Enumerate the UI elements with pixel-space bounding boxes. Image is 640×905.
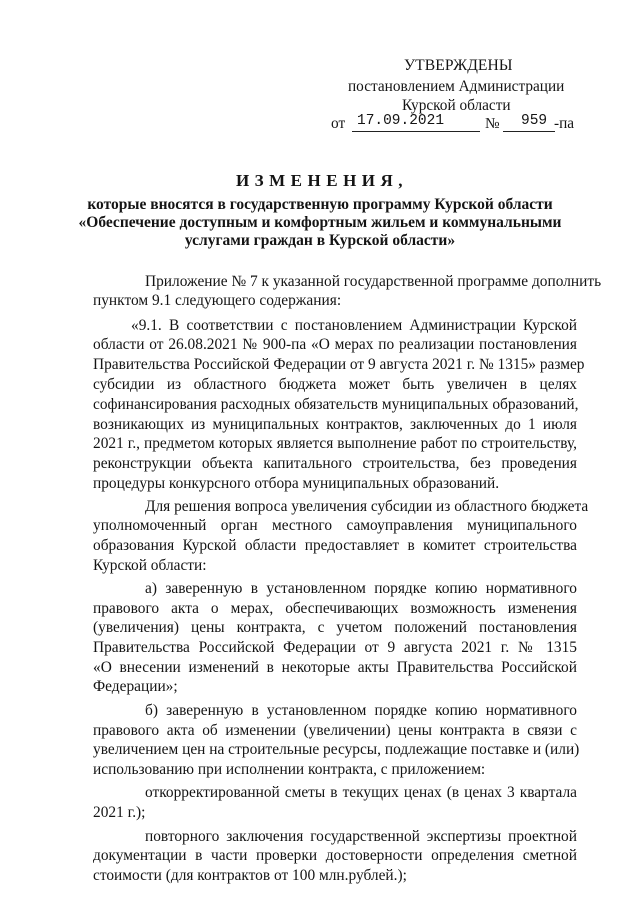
approval-issuer: постановлением Администрации bbox=[348, 78, 565, 95]
body-line: (увеличения) цены контракта, с учетом положений постановления bbox=[93, 619, 577, 636]
document-subtitle-line: которые вносятся в государственную программу Курской области bbox=[87, 196, 553, 213]
body-line: «9.1. В соответствии с постановлением Администрации Курской bbox=[131, 317, 577, 334]
body-line: Правительства Российской Федерации от 9 августа 2021 г. № 1315» размер bbox=[93, 356, 585, 373]
document-subtitle-line: услугами граждан в Курской области» bbox=[184, 232, 456, 249]
body-line: правового акта об изменении (увеличении) цены контракта в связи с bbox=[93, 722, 577, 739]
body-line: реконструкции объекта капитального строительства, без проведения bbox=[93, 455, 577, 472]
approval-number: 959 bbox=[521, 113, 548, 129]
body-line: Приложение № 7 к указанной государственной программе дополнить bbox=[145, 273, 602, 290]
approval-region: Курской области bbox=[402, 97, 511, 114]
date-underline bbox=[352, 131, 480, 132]
body-line: б) заверенную в установленном порядке копию нормативного bbox=[145, 702, 577, 719]
body-line: откорректированной сметы в текущих ценах (в ценах 3 квартала bbox=[145, 784, 577, 801]
body-line: субсидии из областного бюджета может быть увеличен в целях bbox=[93, 376, 577, 393]
body-line: образования Курской области предоставляет в комитет строительства bbox=[93, 537, 577, 554]
document-heading: ИЗМЕНЕНИЯ, bbox=[235, 171, 409, 190]
body-line: а) заверенную в установленном порядке копию нормативного bbox=[145, 580, 577, 597]
body-line: 2021 г.); bbox=[93, 804, 146, 821]
body-line: правового акта о мерах, обеспечивающих возможность изменения bbox=[93, 600, 577, 617]
body-line: софинансирования расходных обязательств муниципальных образований, bbox=[93, 396, 579, 413]
body-line: Федерации»; bbox=[93, 678, 178, 695]
body-line: Курской области: bbox=[93, 557, 207, 574]
approval-number-suffix: -па bbox=[554, 115, 575, 132]
body-line: Для решения вопроса увеличения субсидии из областного бюджета bbox=[145, 498, 589, 515]
body-line: повторного заключения государственной экспертизы проектной bbox=[145, 828, 577, 845]
document-subtitle-line: «Обеспечение доступным и комфортным жильем и коммунальными bbox=[78, 214, 562, 231]
approval-date: 17.09.2021 bbox=[357, 113, 445, 129]
approval-number-label: № bbox=[485, 115, 500, 132]
body-line: процедуры конкурсного отбора муниципальных образований. bbox=[93, 475, 500, 492]
body-line: 2021 г., предметом которых является выполнение работ по строительству, bbox=[93, 435, 577, 452]
body-line: области от 26.08.2021 № 900-па «О мерах по реализации постановления bbox=[93, 336, 577, 353]
body-line: стоимости (для контрактов от 100 млн.рублей.); bbox=[93, 867, 407, 884]
body-line: «О внесении изменений в некоторые акты Правительства Российской bbox=[93, 659, 577, 676]
body-line: пунктом 9.1 следующего содержания: bbox=[93, 292, 342, 309]
body-line: возникающих из муниципальных контрактов, заключенных до 1 июля bbox=[93, 416, 577, 433]
approval-title: УТВЕРЖДЕНЫ bbox=[404, 57, 513, 74]
number-underline bbox=[503, 131, 555, 132]
body-line: уполномоченный орган местного самоуправления муниципального bbox=[93, 517, 577, 534]
approval-block bbox=[0, 0, 640, 140]
approval-from-label: от bbox=[331, 115, 346, 132]
body-line: использованию при исполнении контракта, с приложением: bbox=[93, 761, 486, 778]
body-line: увеличением цен на строительные ресурсы, подлежащие поставке и (или) bbox=[93, 741, 580, 758]
body-line: документации в части проверки достоверности определения сметной bbox=[93, 847, 577, 864]
body-line: Правительства Российской Федерации от 9 августа 2021 г. № 1315 bbox=[93, 639, 577, 656]
